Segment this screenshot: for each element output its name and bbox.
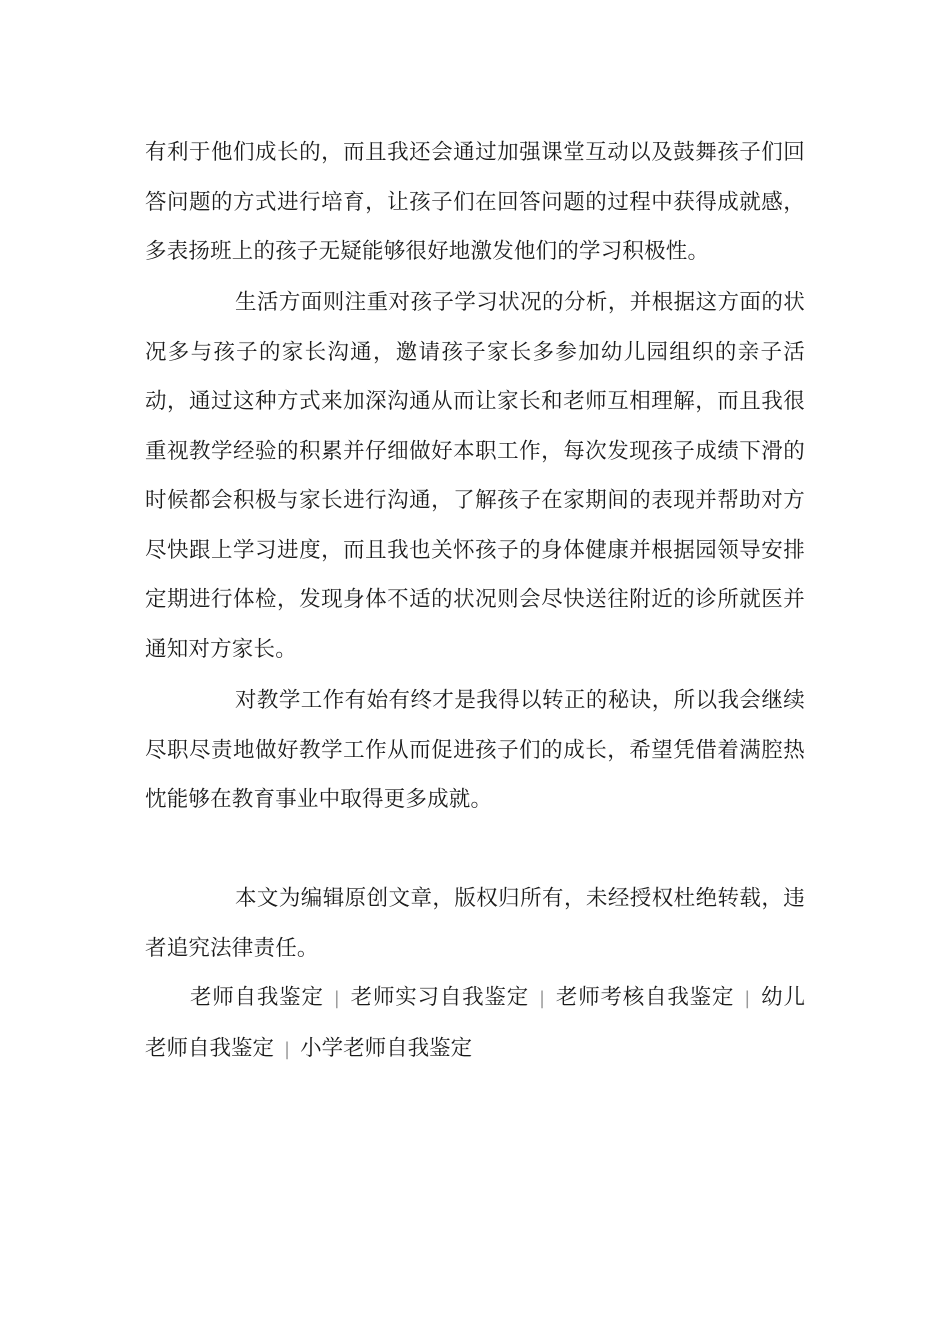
related-link-teacher-internship-self-evaluation[interactable]: 老师实习自我鉴定 xyxy=(349,985,530,1010)
paragraph-life-aspect: 生活方面则注重对孩子学习状况的分析，并根据这方面的状况多与孩子的家长沟通，邀请孩子家长多参加幼儿园组织的亲子活动，通过这种方式来加深沟通从而让家长和老师互相理解，而且我很重视教学经验的积累并仔细做好本职工作，每次发现孩子成绩下滑的时候都会积极与家长进行沟通，了解孩子在家期间的表现并帮助对方尽快跟上学习进度，而且我也关怀孩子的身体健康并根据园领导安排定期进行体检，发现身体不适的状况则会尽快送往附近的诊所就医并通知对方家长。 xyxy=(145,290,805,662)
related-links xyxy=(145,973,805,1074)
copyright-notice: 本文为编辑原创文章，版权归所有，未经授权杜绝转载，违者追究法律责任。 xyxy=(145,886,805,961)
related-link-kindergarten-teacher-self-evaluation[interactable]: 幼儿老师自我鉴定 xyxy=(145,985,805,1061)
paragraph-conclusion: 对教学工作有始有终才是我得以转正的秘诀，所以我会继续尽职尽责地做好教学工作从而促进孩子们的成长，希望凭借着满腔热忱能够在教育事业中取得更多成就。 xyxy=(145,688,805,812)
link-separator: | xyxy=(744,988,751,1009)
link-separator: | xyxy=(333,988,340,1009)
link-separator: | xyxy=(284,1038,291,1060)
related-link-teacher-assessment-self-evaluation[interactable]: 老师考核自我鉴定 xyxy=(555,985,735,1010)
paragraph-continuation: 有利于他们成长的，而且我还会通过加强课堂互动以及鼓舞孩子们回答问题的方式进行培育，让孩子们在回答问题的过程中获得成就感，多表扬班上的孩子无疑能够很好地激发他们的学习积极性。 xyxy=(145,140,805,264)
related-link-primary-teacher-self-evaluation[interactable]: 小学老师自我鉴定 xyxy=(300,1035,473,1061)
related-link-teacher-self-evaluation[interactable]: 老师自我鉴定 xyxy=(190,985,324,1010)
link-separator: | xyxy=(539,988,546,1009)
